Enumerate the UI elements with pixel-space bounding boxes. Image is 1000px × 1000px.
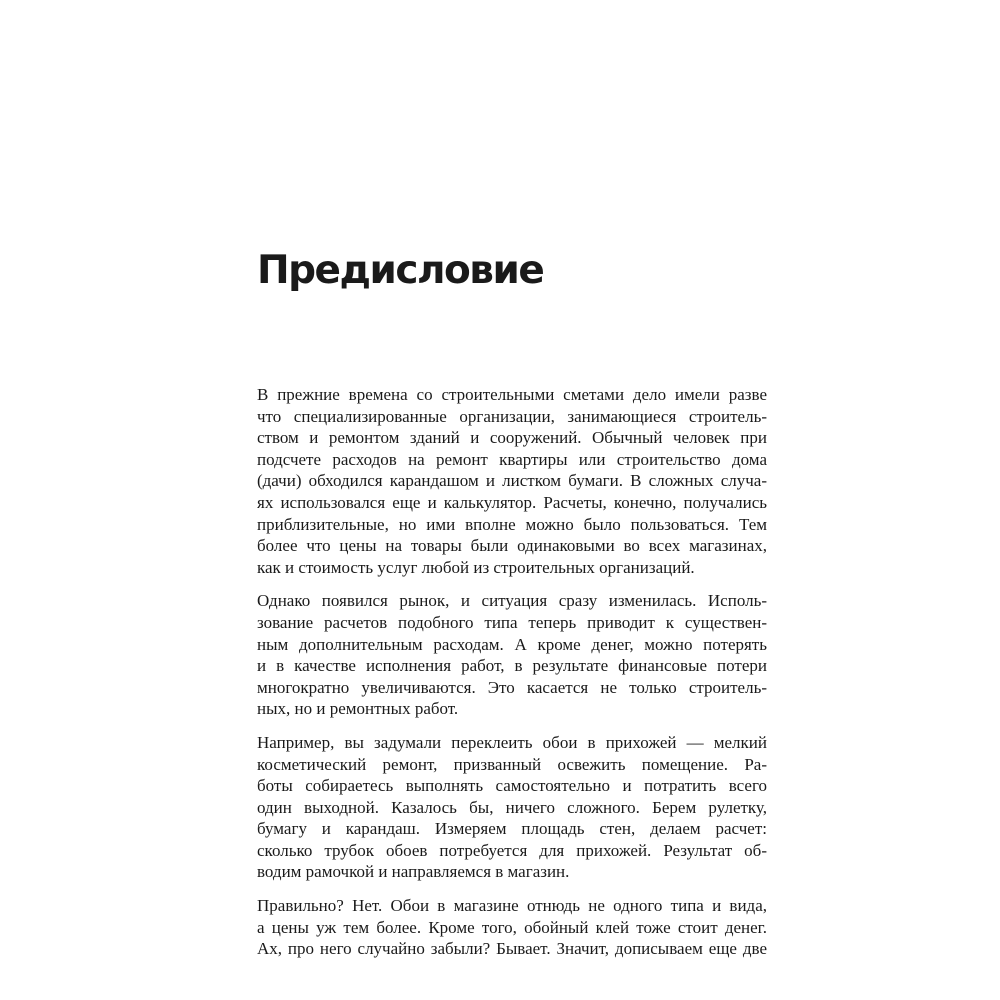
text-line: Правильно? Нет. Обои в магазине отнюдь не одного типа и вида, [257,896,767,916]
text-line: Например, вы задумали переклеить обои в прихожей — мелкий [257,732,767,752]
text-line: подсчете расходов на ремонт квартиры или строительство дома [257,449,767,469]
text-line: один выходной. Казалось бы, ничего сложного. Берем рулетку, [257,797,767,817]
text-line: водим рамочкой и направляемся в магазин. [257,862,570,882]
text-line: что специализированные организации, занимающиеся строитель- [257,406,767,426]
chapter-heading: Предисловие [257,248,544,293]
paragraph [257,732,767,883]
text-line: и в качестве исполнения работ, в результате финансовые потери [257,656,767,676]
text-line: ством и ремонтом зданий и сооружений. Обычный человек при [257,428,767,448]
text-line: бумагу и карандаш. Измеряем площадь стен, делаем расчет: [257,819,767,839]
text-line: многократно увеличиваются. Это касается не только строитель- [257,677,767,697]
text-line: сколько трубок обоев потребуется для прихожей. Результат об- [257,840,767,860]
text-line: ных, но и ремонтных работ. [257,699,459,719]
text-line: Ах, про него случайно забыли? Бывает. Значит, дописываем еще две [257,939,767,959]
text-line: (дачи) обходился карандашом и листком бумаги. В сложных случа- [257,471,767,491]
paragraph [257,384,767,578]
text-line: ях использовался еще и калькулятор. Расчеты, конечно, получались [257,492,767,512]
paragraph [257,590,767,720]
text-line: Однако появился рынок, и ситуация сразу изменилась. Исполь- [257,591,767,611]
body-text [257,384,767,972]
text-line: ным дополнительным расходам. А кроме денег, можно потерять [257,634,767,654]
text-line: зование расчетов подобного типа теперь приводит к существен- [257,612,767,632]
text-line: более что цены на товары были одинаковыми во всех магазинах, [257,536,767,556]
text-line: а цены уж тем более. Кроме того, обойный клей тоже стоит денег. [257,917,767,937]
text-line: как и стоимость услуг любой из строительных организаций. [257,557,695,577]
text-line: боты собираетесь выполнять самостоятельно и потратить всего [257,776,767,796]
text-line: приблизительные, но ими вполне можно было пользоваться. Тем [257,514,767,534]
paragraph [257,895,767,960]
text-line: косметический ремонт, призванный освежить помещение. Ра- [257,754,767,774]
text-line: В прежние времена со строительными сметами дело имели разве [257,385,767,404]
